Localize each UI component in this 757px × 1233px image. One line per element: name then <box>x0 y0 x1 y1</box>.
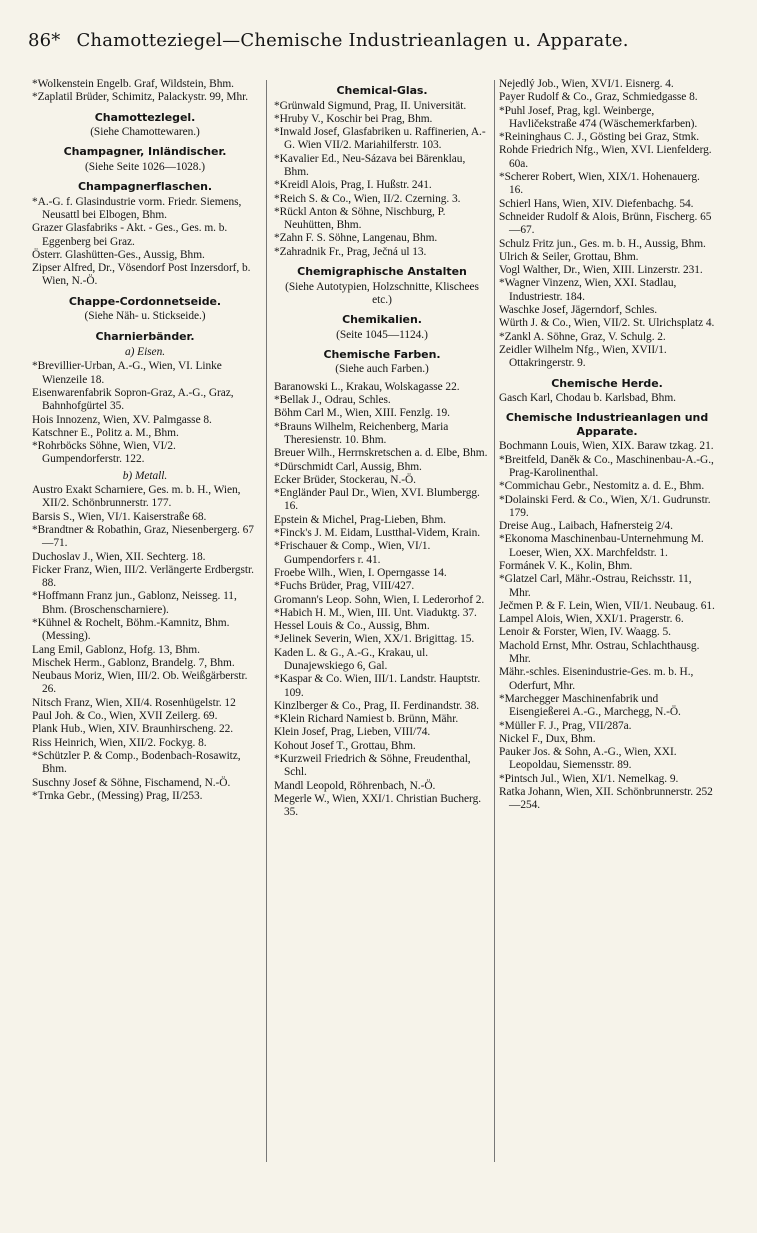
directory-entry: *Finck's J. M. Eidam, Lustthal-Videm, Krain. <box>274 527 481 540</box>
directory-entry: *Kaspar & Co. Wien, III/1. Landstr. Hauptstr. 109. <box>274 673 484 699</box>
directory-entry: *Kühnel & Rochelt, Böhm.-Kamnitz, Bhm. (Messing). <box>32 617 233 643</box>
directory-entry: Zipser Alfred, Dr., Vösendorf Post Inzersdorf, b. Wien, N.-Ö. <box>32 262 254 288</box>
directory-entry: Kohout Josef T., Grottau, Bhm. <box>274 739 416 752</box>
column-middle <box>274 78 490 1226</box>
section-heading: Chemische Herde. <box>551 376 663 390</box>
section-heading: Chemical-Glas. <box>336 84 428 97</box>
column-divider <box>494 80 495 1162</box>
section-heading: Chemische Industrieanlagen und Apparate. <box>505 411 709 438</box>
directory-entry: Böhm Carl M., Wien, XIII. Fenzlg. 19. <box>274 407 450 420</box>
directory-entry: Mandl Leopold, Röhrenbach, N.-Ö. <box>274 779 436 792</box>
section-heading: Chemigraphische Anstalten <box>297 265 467 279</box>
directory-entry: Hois Innozenz, Wien, XV. Palmgasse 8. <box>32 413 212 426</box>
section-heading: Chemikalien. <box>342 313 422 327</box>
directory-entry: *Puhl Josef, Prag, kgl. Weinberge, Havličekstraße 474 (Wäschemerkfarben). <box>499 104 698 130</box>
directory-entry: Katschner E., Politz a. M., Bhm. <box>32 426 179 439</box>
directory-entry: Schneider Rudolf & Alois, Brünn, Fischerg. 65—67. <box>499 210 712 237</box>
directory-entry: Mischek Herm., Gablonz, Brandelg. 7, Bhm. <box>32 656 235 669</box>
cross-reference-note: (Siehe Chamottewaren.) <box>90 126 200 139</box>
directory-entry: Paul Joh. & Co., Wien, XVII Zeilerg. 69. <box>32 710 218 723</box>
directory-entry: Ecker Brüder, Stockerau, N.-Ö. <box>274 473 416 486</box>
directory-entry: *Rückl Anton & Söhne, Nischburg, P. Neuhütten, Bhm. <box>274 205 449 232</box>
directory-entry: Duchoslav J., Wien, XII. Sechterg. 18. <box>32 550 206 563</box>
directory-entry: *Zahn F. S. Söhne, Langenau, Bhm. <box>274 232 438 245</box>
directory-entry: Eisenwarenfabrik Sopron-Graz, A.-G., Graz, Bahnhofgürtel 35. <box>32 386 237 413</box>
directory-entry: Kinzlberger & Co., Prag, II. Ferdinandstr. 38. <box>274 699 480 712</box>
directory-entry: *Wolkenstein Engelb. Graf, Wildstein, Bhm. <box>32 78 234 90</box>
directory-entry: *Jelinek Severin, Wien, XX/1. Brigittag. 15. <box>274 633 475 646</box>
directory-entry: *Commichau Gebr., Nestomitz a. d. E., Bhm. <box>499 480 705 493</box>
directory-entry: *Brauns Wilhelm, Reichenberg, Maria Theresienstr. 10. Bhm. <box>274 420 451 446</box>
section-heading: Champagner, Inländischer. <box>63 145 227 159</box>
directory-entry: *Habich H. M., Wien, III. Unt. Viaduktg. 37. <box>274 606 477 619</box>
directory-entry: Ratka Johann, Wien, XII. Schönbrunnerstr. 252—254. <box>499 786 713 812</box>
directory-entry: *Reininghaus C. J., Gösting bei Graz, Stmk. <box>499 131 700 144</box>
subsection-label: a) Eisen. <box>124 346 166 359</box>
directory-entry: *Breitfeld, Daněk & Co., Maschinenbau-A.-G., Prag-Karolinenthal. <box>499 453 717 479</box>
directory-entry: Würth J. & Co., Wien, VII/2. St. Ulrichsplatz 4. <box>499 317 715 330</box>
directory-entry: *Glatzel Carl, Mähr.-Ostrau, Reichsstr. 11, Mhr. <box>499 573 695 599</box>
directory-entry: *Bellak J., Odrau, Schles. <box>274 394 391 407</box>
directory-entry: *Hruby V., Koschir bei Prag, Bhm. <box>274 112 433 125</box>
directory-entry: Nejedlý Job., Wien, XVI/1. Eisnerg. 4. <box>499 78 674 90</box>
directory-entry: Nickel F., Dux, Bhm. <box>499 732 596 745</box>
directory-entry: *Engländer Paul Dr., Wien, XVI. Blumbergg. 16. <box>274 487 483 513</box>
directory-entry: Grazer Glasfabriks - Akt. - Ges., Ges. m. b. Eggenberg bei Graz. <box>32 222 230 248</box>
directory-entry: *Rohrböcks Söhne, Wien, VI/2. Gumpendorferstr. 122. <box>32 440 179 466</box>
directory-entry: *Müller F. J., Prag, VII/287a. <box>499 719 632 732</box>
directory-entry: Schulz Fritz jun., Ges. m. b. H., Aussig, Bhm. <box>499 237 706 250</box>
directory-entry: Mähr.-schles. Eisenindustrie-Ges. m. b. H., Oderfurt, Mhr. <box>499 666 697 692</box>
directory-entry: Baranowski L., Krakau, Wolskagasse 22. <box>274 380 460 393</box>
directory-entry: *Trnka Gebr., (Messing) Prag, II/253. <box>32 789 203 802</box>
directory-entry: Froebe Wilh., Wien, I. Operngasse 14. <box>274 566 447 579</box>
directory-entry: Dreise Aug., Laibach, Hafnersteig 2/4. <box>499 520 673 533</box>
directory-entry: *Zankl A. Söhne, Graz, V. Schulg. 2. <box>499 330 666 343</box>
directory-entry: Ulrich & Seiler, Grottau, Bhm. <box>499 250 639 263</box>
directory-entry: Rohde Friedrich Nfg., Wien, XVI. Lienfelderg. 60a. <box>499 144 715 170</box>
directory-entry: Bochmann Louis, Wien, XIX. Baraw tzkag. 21. <box>499 440 714 453</box>
cross-reference-note: (Siehe Seite 1026—1028.) <box>85 160 205 173</box>
directory-entry: *Schützler P. & Comp., Bodenbach-Rosawitz, Bhm. <box>32 749 244 776</box>
directory-entry: *Dürschmidt Carl, Aussig, Bhm. <box>274 460 422 473</box>
directory-entry: *Ekonoma Maschinenbau-Unternehmung M. Loeser, Wien, XX. Marchfeldstr. 1. <box>499 533 707 559</box>
directory-entry: Klein Josef, Prag, Lieben, VIII/74. <box>274 726 431 739</box>
directory-entry: *Pintsch Jul., Wien, XI/1. Nemelkag. 9. <box>499 772 679 785</box>
directory-entry: Lenoir & Forster, Wien, IV. Waagg. 5. <box>499 626 671 639</box>
directory-entry: *Dolainski Ferd. & Co., Wien, X/1. Gudrunstr. 179. <box>499 493 714 519</box>
subsection-label: b) Metall. <box>122 469 168 482</box>
directory-entry: Riss Heinrich, Wien, XII/2. Fockyg. 8. <box>32 736 207 749</box>
section-heading: Chappe-Cordonnetseide. <box>68 294 222 308</box>
directory-entry: *Scherer Robert, Wien, XIX/1. Hohenauerg. 16. <box>499 171 703 197</box>
directory-entry: *Zahradnik Fr., Prag, Ječná ul 13. <box>274 245 427 258</box>
section-heading: Charnierbänder. <box>95 329 195 343</box>
directory-entry: Barsis S., Wien, VI/1. Kaiserstraße 68. <box>32 510 207 523</box>
cross-reference-note: (Siehe auch Farben.) <box>335 363 429 376</box>
directory-entry: Breuer Wilh., Herrnskretschen a. d. Elbe, Bhm. <box>274 447 488 460</box>
section-heading: Chemische Farben. <box>323 347 441 361</box>
directory-entry: *Grünwald Sigmund, Prag, II. Universität. <box>274 99 467 112</box>
directory-entry: Austro Exakt Scharniere, Ges. m. b. H., Wien, XII/2. Schönbrunnerstr. 177. <box>32 484 244 510</box>
directory-entry: *Hoffmann Franz jun., Gablonz, Neisseg. 11, Bhm. (Broschenscharniere). <box>32 590 240 616</box>
cross-reference-note: (Seite 1045—1124.) <box>336 328 428 341</box>
directory-entry: *Kurzweil Friedrich & Söhne, Freudenthal, Schl. <box>274 753 474 779</box>
column-divider <box>266 80 267 1162</box>
directory-entry: *Inwald Josef, Glasfabriken u. Raffinerien, A.-G. Wien VII/2. Mariahilferstr. 103. <box>274 126 486 152</box>
cross-reference-note: (Siehe Näh- u. Stickseide.) <box>84 310 206 323</box>
directory-entry: Gromann's Leop. Sohn, Wien, I. Lederorhof 2. <box>274 593 485 606</box>
directory-entry: Waschke Josef, Jägerndorf, Schles. <box>499 304 658 317</box>
directory-entry: *Marchegger Maschinenfabrik und Eisengießerei A.-G., Marchegg, N.-Ö. <box>499 692 681 719</box>
directory-entry: Kaden L. & G., A.-G., Krakau, ul. Dunajewskiego 6, Gal. <box>274 646 431 672</box>
directory-entry: Pauker Jos. & Sohn, A.-G., Wien, XXI. Leopoldau, Siemensstr. 89. <box>499 746 680 772</box>
cross-reference-note: (Siehe Autotypien, Holzschnitte, Klischees etc.) <box>285 280 479 306</box>
page-header <box>28 30 718 64</box>
directory-entry: *Klein Richard Namiest b. Brünn, Mähr. <box>274 713 459 726</box>
directory-entry: *A.-G. f. Glasindustrie vorm. Friedr. Siemens, Neusattl bei Elbogen, Bhm. <box>32 195 245 221</box>
directory-entry: Lampel Alois, Wien, XXI/1. Pragerstr. 6. <box>499 613 684 626</box>
directory-entry: Payer Rudolf & Co., Graz, Schmiedgasse 8. <box>499 91 698 104</box>
directory-entry: *Fuchs Brüder, Prag, VIII/427. <box>274 580 415 593</box>
directory-entry: *Frischauer & Comp., Wien, VI/1. Gumpendorfers r. 41. <box>274 540 434 566</box>
column-right <box>499 78 715 1226</box>
directory-entry: Neubaus Moriz, Wien, III/2. Ob. Weißgärberstr. 26. <box>32 670 251 696</box>
column-left <box>32 78 258 1226</box>
directory-entry: Epstein & Michel, Prag-Lieben, Bhm. <box>274 513 446 526</box>
directory-entry: Ječmen P. & F. Lein, Wien, VII/1. Neubaug. 61. <box>499 599 715 612</box>
directory-entry: *Kavalier Ed., Neu-Sázava bei Bärenklau, Bhm. <box>274 152 469 178</box>
directory-entry: *Reich S. & Co., Wien, II/2. Czerning. 3. <box>274 192 461 205</box>
directory-entry: Österr. Glashütten-Ges., Aussig, Bhm. <box>32 248 205 261</box>
directory-entry: Nitsch Franz, Wien, XII/4. Rosenhügelstr. 12 <box>32 696 236 709</box>
directory-entry: Schierl Hans, Wien, XIV. Diefenbachg. 54. <box>499 197 694 210</box>
directory-entry: *Wagner Vinzenz, Wien, XXI. Stadlau, Industriestr. 184. <box>499 277 680 303</box>
directory-entry: *Brevillier-Urban, A.-G., Wien, VI. Linke Wienzeile 18. <box>32 360 225 386</box>
directory-entry: Formánek V. K., Kolin, Bhm. <box>499 560 633 572</box>
directory-entry: Ficker Franz, Wien, III/2. Verlängerte Erdbergstr. 88. <box>32 563 257 590</box>
directory-entry: Suschny Josef & Söhne, Fischamend, N.-Ö. <box>32 776 231 789</box>
directory-entry: Vogl Walther, Dr., Wien, XIII. Linzerstr. 231. <box>499 264 703 277</box>
directory-entry: Hessel Louis & Co., Aussig, Bhm. <box>274 620 430 633</box>
directory-entry: Plank Hub., Wien, XIV. Braunhirscheng. 22. <box>32 723 234 736</box>
directory-entry: Machold Ernst, Mhr. Ostrau, Schlachthausg. Mhr. <box>499 639 703 666</box>
directory-entry: Gasch Karl, Chodau b. Karlsbad, Bhm. <box>499 392 676 405</box>
directory-entry: *Zaplatil Brüder, Schimitz, Palackystr. 99, Mhr. <box>32 91 249 104</box>
directory-entry: Megerle W., Wien, XXI/1. Christian Bucherg. 35. <box>274 792 484 819</box>
directory-entry: Zeidler Wilhelm Nfg., Wien, XVII/1. Ottakringerstr. 9. <box>499 343 670 370</box>
directory-entry: *Kreidl Alois, Prag, I. Hußstr. 241. <box>274 179 432 192</box>
directory-entry: *Brandtner & Robathin, Graz, Niesenbergerg. 67—71. <box>32 523 254 550</box>
page-number: 86* <box>28 30 61 51</box>
section-heading: Champagnerflaschen. <box>77 180 213 194</box>
directory-entry: Lang Emil, Gablonz, Hofg. 13, Bhm. <box>32 643 200 656</box>
section-heading: Chamottezlegel. <box>94 110 196 124</box>
page-title: Chamotteziegel—Chemische Industrieanlagen u. Apparate. <box>76 30 629 51</box>
